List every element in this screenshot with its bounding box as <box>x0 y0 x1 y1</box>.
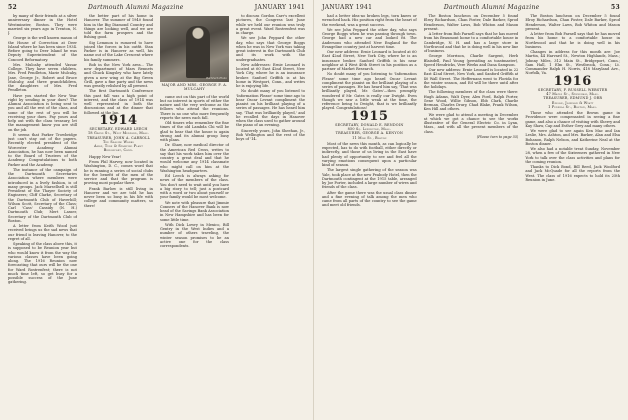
officer-line: TREASURER, EDMUND J. ORR <box>543 96 603 101</box>
continued-note: (Please turn to page 55) <box>476 134 519 139</box>
paragraph: by many of their friends at a silver anniversary dinner in the Hotel Westminster, Boston. They were married six years ago in Trenton, N. J. <box>8 14 77 35</box>
portrait-figure <box>186 26 210 78</box>
officer-line: SECRETARY, F. RUSSELL WEBSTER <box>538 87 608 92</box>
paragraph: Speaking of the class above this, it is supposed to be Reunion year but who would know it from the way the various classes have been going along. The 1916 Reunion now forecasting that ours will be the one for Ward Rostrenfest; there is not much time left, so get busy for a possible success of the June gathering. <box>8 242 77 285</box>
paragraph: Thanks to Dick Bond, Bill Reed, Jack Woolford and Jack McQuade for all the reports from the West. The class of 1916 expects to hold its 25th Reunion in June. <box>525 165 621 182</box>
left-issue-date: JANUARY 1941 <box>254 4 305 11</box>
paragraph: We note with pleasure that Jimmie Conners of the Hanover Bank is now head of the Savings Bank Association in New Hampshire and has been for some little time. <box>160 200 229 222</box>
paragraph: Our new address: Ernie Leonard is located at 60 East 42nd Street, New York City, where he is an insurance broker. Sanford Griffith is his near neighbor at 4 West 40th Street in his position as a partner of Market Research. <box>322 50 417 71</box>
paragraph: came out on this part of the world but no interest in sports of either the nature and the very welcome as the fellows who attend the reunions. There is no one who more frequently reports the news each fall. <box>160 94 229 120</box>
right-running-title: Dartmouth Alumni Magazine <box>443 4 540 11</box>
officer-line: Bridgeport, Conn. <box>103 148 134 153</box>
paragraph: Frank Barlow is still living in Hanover and we are told he has never been so busy in his life with college and community matters, so there! <box>84 186 153 208</box>
officer-line: 18 Grove St., West Medford, Mass. <box>88 131 149 136</box>
paragraph: to discuss Gordon Carr's excellent pictures, the Congress last June while we held our reunion was truly a great event. Ward Rostrenfest was in charge. <box>236 14 305 35</box>
paragraph: New addresses: Ernie Leonard is located at 60 East 42nd Street, New York City, where he is an insurance broker. Sanford Griffith is at his home in Westport, Conn., and writes he is enjoying life. <box>236 62 305 88</box>
paragraph: A letter from Bob Farnell says that he has moved from his home to a comfortable house in Northwood and that he is doing well in his business. <box>525 32 621 49</box>
paragraph: George Morrison, Charlie Sargent, Herb Blaisdell, Paul Young (presiding as toastmaster), Speed Hendricks, Vere Weeks and Dana Sampson. <box>423 54 519 67</box>
left-col-2 <box>84 14 153 286</box>
left-running-head <box>8 4 305 11</box>
right-issue-date: JANUARY 1941 <box>322 4 373 11</box>
paragraph: Bob in the New York area... The new department of Mars Rennets and Chuck Kingsley who have lately given a new wing at the Big Green Grill, gave a fine party and the news was greatly relished by all present. <box>84 62 153 88</box>
paragraph: With Dick Lowry in Mexico, Bill Gentry in the West Indies and a number of others traveling, the winter season promises to be an active one for the class correspondents. <box>160 222 229 248</box>
class-year: 1916 <box>553 73 592 89</box>
right-page <box>314 0 628 420</box>
left-col-3 <box>160 14 229 286</box>
officer-line: Edison, Johnson & Wyatt <box>551 100 594 105</box>
paragraph: We see John Peppard the other day, who says George Boggs when he was passing through town. George had a new car and looked fit. The Andersons who attended New England for the Evangeline country just at harvest time. <box>322 27 417 49</box>
paragraph: the better part of his home in Hanover. The summer of 1940 found him in the Big Diamond Country and things are looking well, and we are told the farm prospers and the fishing good. <box>84 14 153 40</box>
officer-line: SECRETARY, DONALD E. RENDOIN <box>335 122 404 127</box>
officer-line: 850 Sq. Lexington, Mass. <box>347 127 391 132</box>
class-1915-heading <box>322 108 417 124</box>
right-running-head <box>322 4 620 11</box>
paragraph: Ed Leech is always asking for news of the members of the class. You don't need to wait until you have a big story to tell; just a postcard with a word or two about yourself or your family would be most welcome. <box>160 174 229 200</box>
paragraph: We also had a notable treat Sunday, November 28, when a few of the Sixteeners gathered in New York to talk over the class activities and plans for the coming reunion. <box>525 147 621 164</box>
class-1914-heading <box>84 112 153 128</box>
paragraph: Happy New Year! <box>89 154 122 159</box>
class-officers <box>322 123 417 140</box>
class-officers <box>525 88 620 109</box>
paragraph: Those who attended the Brown game in Providence were compensated in seeing a fine game, and also a chance of visiting with Sherry and Kay Shaw, Cap and Esther Grey and many others. <box>525 111 621 128</box>
right-columns <box>322 14 620 209</box>
class-year: 1915 <box>350 108 389 124</box>
photo-caption: MAJOR AND MRS. GEORGE F. A. MULCAHY <box>161 83 228 92</box>
paragraph: The largest single gathering of the season was Yale, took place at the new Peabody Hotel, then the Dartmouth contingent at the 1915 table, arranged by Joe Porter, included a large number of wives and friends of the class. <box>322 168 417 190</box>
paragraph: From Phil Harvey, now located in Washington, D. C., comes word that he is running a series of social clubs for the benefit of the men of the service and that the program is proving most popular there. <box>84 160 153 186</box>
paragraph: Sig Lemmon is rumored to have joined the forces in his outfit. Stan Parker is in Hanover as well, his name out of the Lake Crescent where his family summers. <box>84 40 153 62</box>
paragraph: The first Dartmouth Conference this past fall was a high point of interest, and the class of 1914 was well represented in both the discussions and at the dinner that followed at the Inn. <box>84 89 153 115</box>
officer-line: The Seaside Works <box>103 139 134 144</box>
right-col-3 <box>525 14 620 209</box>
class-1916-heading <box>525 73 620 89</box>
paragraph: A letter from Keith Wood just received brings us the sad news that our friend is leaving Hanover, to the regret of all. <box>8 224 77 241</box>
right-col-1 <box>322 14 417 209</box>
paragraph: George is the well known mason of the House of Correction at Deer Island where he has been since 1934. Before going to Deer Island he was Deputy Superintendent of the Concord Reformatory. <box>8 36 77 62</box>
officer-line: 11 Milk St., Boston <box>352 135 387 140</box>
officer-line: 1 Federal St., Boston, Mass. <box>548 104 598 109</box>
paragraph: We see John Peppard the other day, who says that George Boggs when he was in New York was taking great interest in the Dartmouth Club and its work with the undergraduates. <box>236 36 305 62</box>
paragraph: Have you started the New Year right by sending in your dues? The Alumni Association is being sent to you and all the rest of the class, and some of the rest of you will be receiving your dues. Pay yours and help out with the class treasury, let the management know you are still on the job. <box>8 93 77 132</box>
paragraph: We were glad to attend a meeting in December at which we got a chance to see the works illustrative of the General Electric Co. in Lynn, Mass., and with all the present members of the class. <box>423 112 519 134</box>
paragraph: A letter from Bob Farnell says that he has moved from his Beaumont home to a comfortable house in Cambridge, N. H. and has a large store in Northwood and that he is doing well in his new line of business. <box>423 32 519 53</box>
portrait-photo <box>160 16 229 82</box>
right-col-2 <box>424 14 519 209</box>
left-columns <box>8 14 305 286</box>
paragraph: No doubt many of you listened to 'Information Please' some time ago to hear Oscar Levant compliment the pianist on his brilliant playing of a series of passages. He has heard him say, 'That was brilliantly played,' and he recalled the days in Hanover when the class used to gather around the piano of an evening. <box>236 89 305 128</box>
paragraph: Old timers who remember the fine times of the old Lambda Chi will be glad to hear that the house is again strong and its alumni group busy with plans. <box>160 121 229 142</box>
paragraph: Mrs. Mulcahy attended Vassar College. They have seven children. Mrs. Fred Pendleton, Marie Mulcahy, Jane, George Jr., Robert and Bruce Mulcahy, and three grandchildren, the daughters of Mrs. Fred Pendleton. <box>8 62 77 93</box>
photo-credit: Bachrach Photo <box>206 76 227 80</box>
right-page-number: 53 <box>611 4 620 11</box>
paragraph: had a better idea-no broken legs, torn knees or wrenched back. His position right from the heart of the weekend, was a great success. <box>322 14 417 27</box>
paragraph: Most of the news this month, as can logically be expected, has to do with football, either directly or indirectly, and those of us living in the East have had plenty of opportunity to see and feel all the varying emotions consequent upon a particular kind of season. <box>322 141 417 168</box>
paragraph: Changes in address for this month are: Joe Martin, 44 Harvard St., Newton Highlands, Mass.; Johnny Miles, 312 Main St., Bridgeport, Conn.; Sam Hall, 1 Elm St., Westbrook, Conn.; Lt. Commander Ralph H. Norris, 418 Maryland Ave., Norfolk, Va. <box>525 50 621 76</box>
officer-line: 47 Maple St., Stoneham, Mass. <box>546 92 600 97</box>
officer-line: Amoy, Tube & Stamping Plant <box>94 144 143 149</box>
paragraph: The instance of the campaign of the Dartmouth Secretaries Association where members were introduced in a lively fashion, is of many groups. Jack Marsellsell is still President of the Thayer Society of Engineers; Cliff Clarke, Secretary of the Dartmouth Club of Haverhill; Wilson Scott, Secretary of the Class; Carl 'Cass' Cassidy (N. H.) Dartmouth Club; Mert Lasser, Secretary of the Dartmouth Club of Boston. <box>8 167 77 223</box>
class-officers <box>84 127 153 153</box>
paragraph: Dr. Shaw, now medical director of the American Red Cross, writes to say that his work takes him over the country a great deal and that he would welcome any 1914 classmate who might call on him at the Washington headquarters. <box>160 143 229 173</box>
officer-line: SECRETARY, EDWARD LEECH <box>89 127 148 131</box>
paragraph: The following members of the class were there: Hugh Adams, Walt Dyer, Alex Ford, Ralph Porter, Gene Wood, Willie Gibson, Ebb Clark, Charlie Berman, Charles Drury, Chad Blake, Frank Wilson, Ken Hill and others. <box>423 90 519 112</box>
paragraph: Our new address: Ernie Leonard is located in 22 East 42nd Street, New York, and Sanford Griffith at 40 Wall Street. The Heffernans went to Florida for the winter season, and Ed will be there until after the holidays. <box>423 68 519 89</box>
officer-line: TREASURER, GEORGE A. KENYON <box>335 131 404 136</box>
left-running-title: Dartmouth Alumni Magazine <box>88 4 184 11</box>
paragraph: The Boston luncheon on December 5 found Elroy Richardson, Chan Foster, Dale Barker, Sprod Henderson, Walter Laws, Bob Whiton and Mason present. <box>525 14 621 31</box>
paragraph: It seems that Parker Trowbridge just can't stay out of the papers. Recently elected president of the Worcester Academy Alumni Association, he has now been named to the Board of Trustees of the Academy. Congratulations to both Parker and the Academy. <box>8 132 77 167</box>
class-year: 1914 <box>99 112 138 128</box>
paragraph: The Boston luncheon on December 5 found Elroy Richardson, Chan Foster, Dale Barker, Sprod Henderson, Walter Laws, Bob Whiton and Mason present. <box>423 14 519 31</box>
paragraph: Sincerely yours, John Sheehan, Jr., Bob Wellington and the rest of the boys of '14. <box>236 128 305 141</box>
paragraph: No doubt many of you listening to 'Information Please' some time ago heard Oscar Levant compliment the pianist on the brilliant playing of a series of passages. He has heard him say, 'That was brilliantly played, Mr. Gates'—then promptly wondered if Mr. Gates is really our Dwight. Even though we saw a little weak at the time, the reference being to Dwight, that is we brilliantly played. Congratulations! <box>322 72 417 111</box>
left-col-1 <box>8 14 77 286</box>
officer-line: TREASURER, JOHN A. CARROLL <box>86 135 151 140</box>
left-page-number: 52 <box>8 4 17 11</box>
left-col-4 <box>236 14 305 286</box>
paragraph: After the game there was the usual class dinner and a fine evening of talk among the men who came from all parts of the country to see the game and meet old friends. <box>322 190 417 208</box>
paragraph: We were glad to see again Ken Mac and Ian Leslie, Mrs. Ashton, and Mrs. Barker, Alan and Elsa Bohanon, Ralph Nelson, and Katherine Neal at the Boston dinner. <box>525 129 621 146</box>
